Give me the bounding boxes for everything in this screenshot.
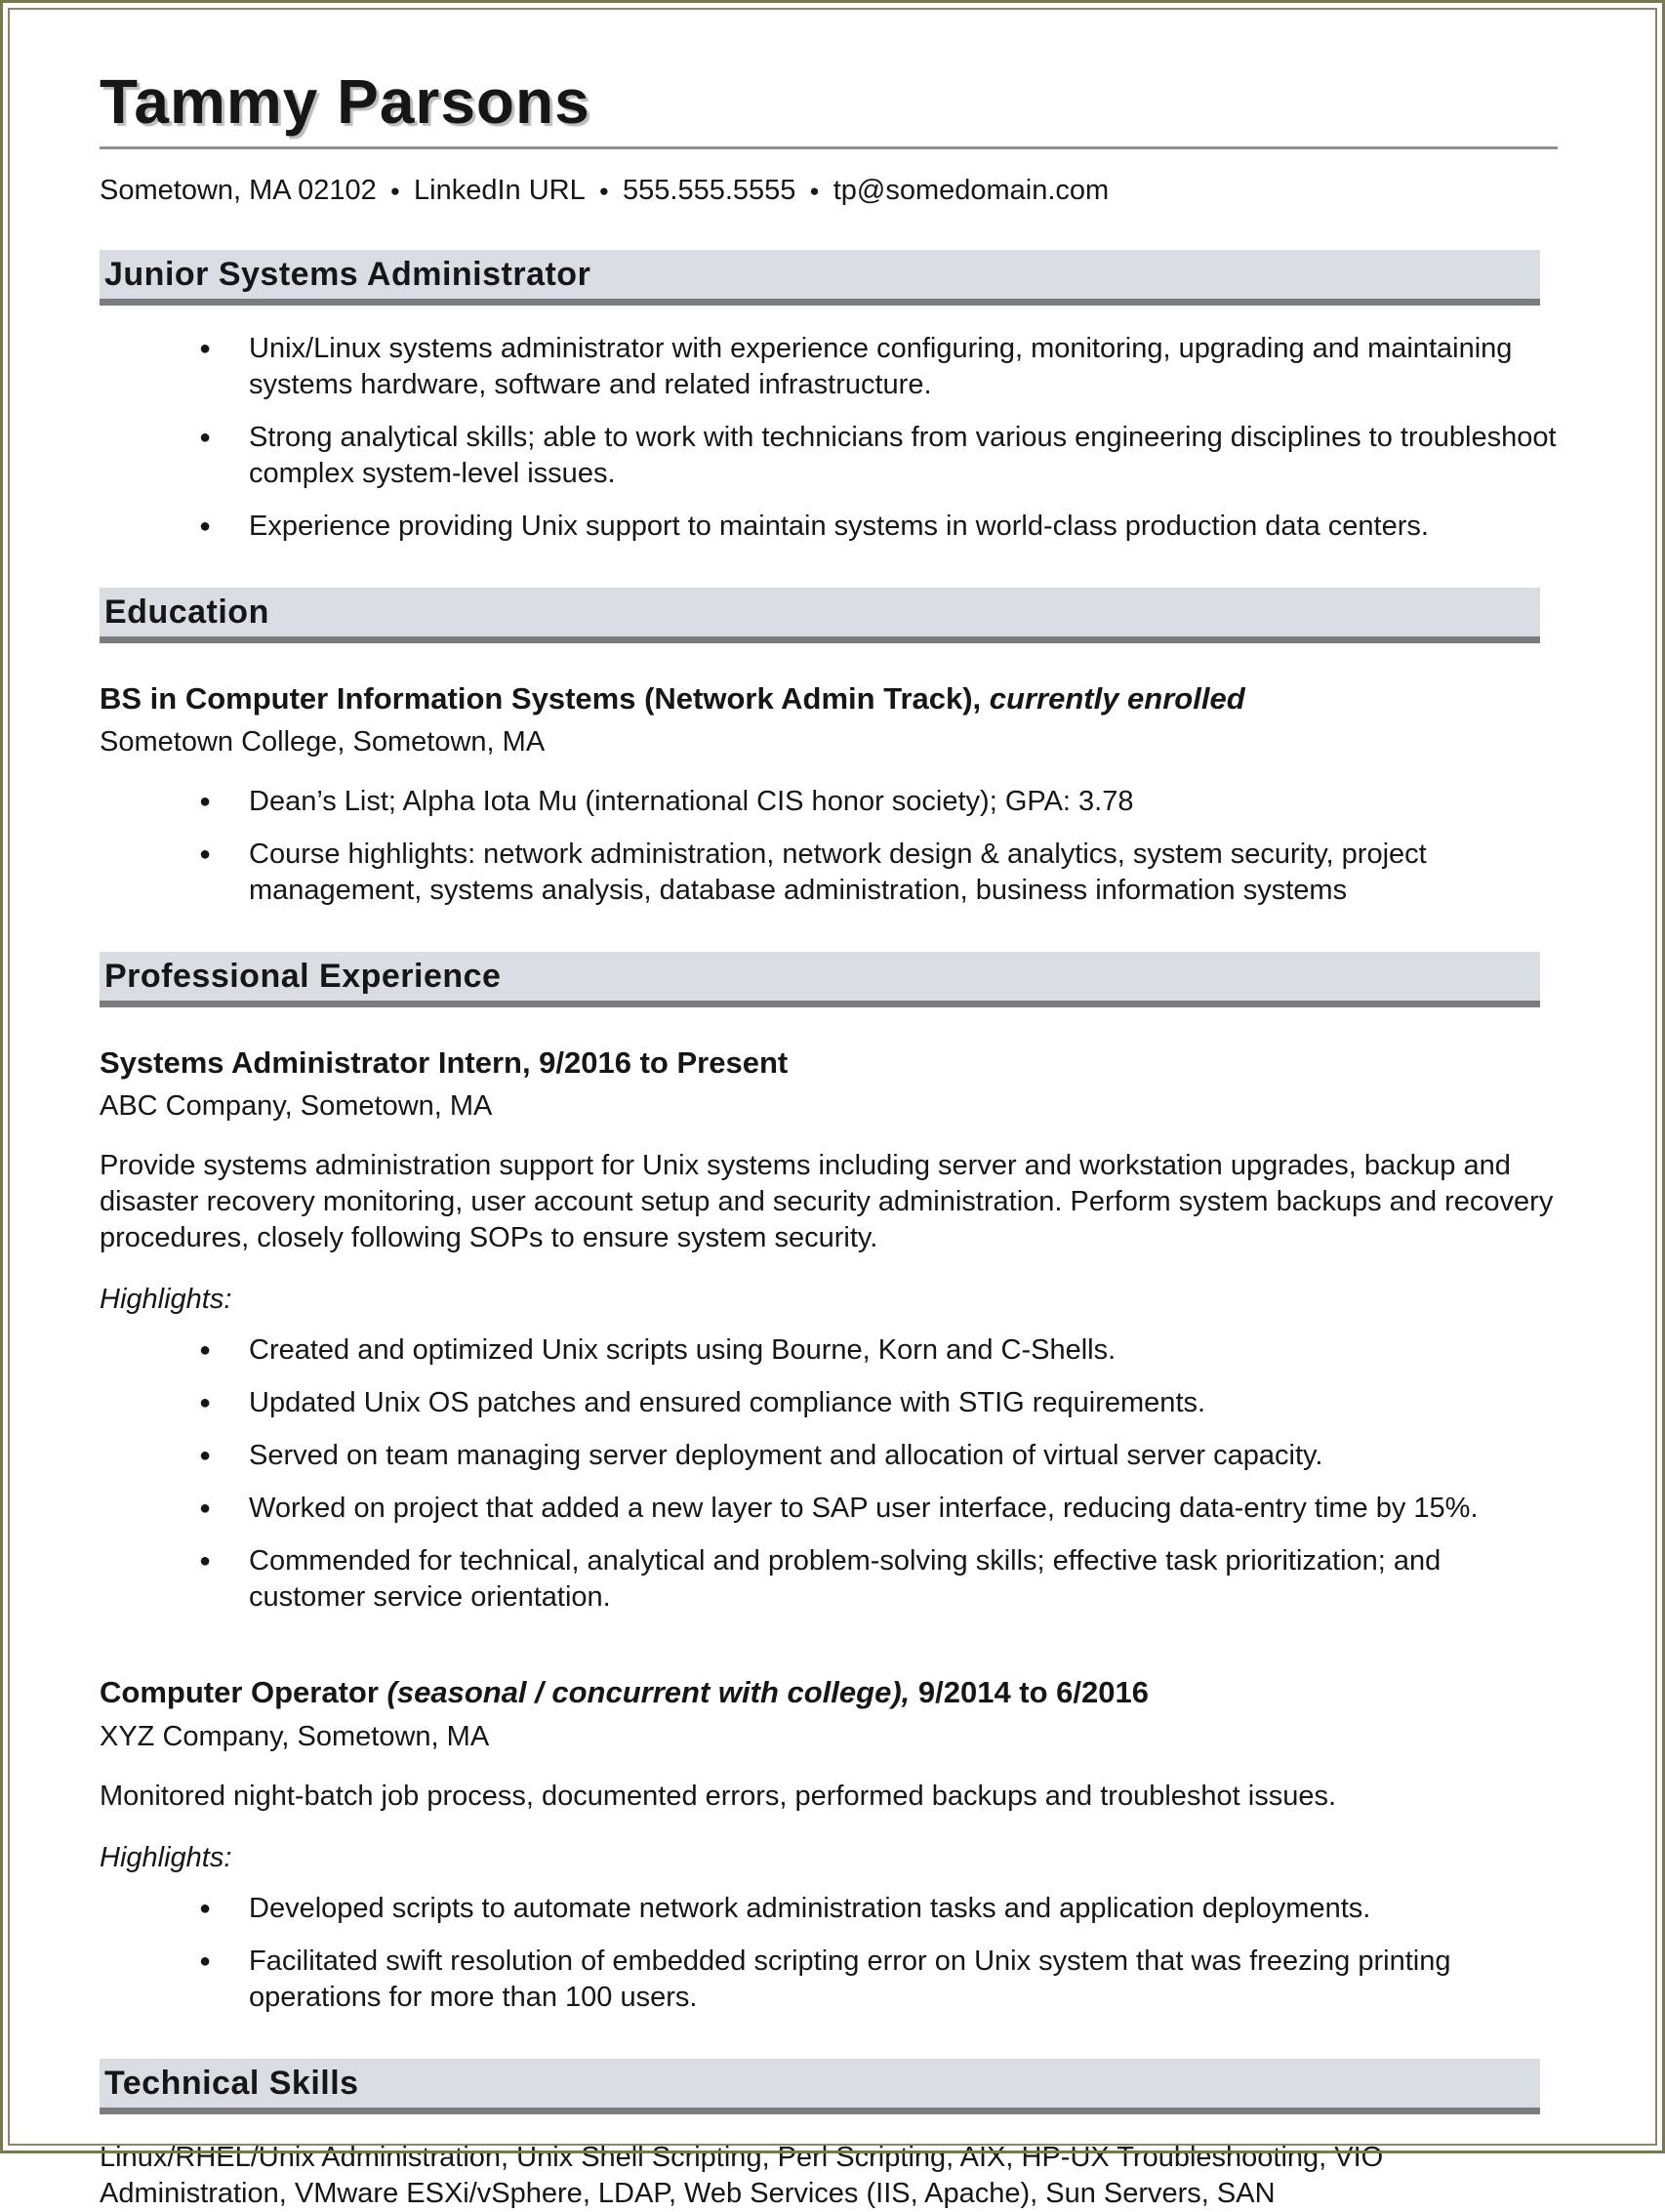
education-bullet [100, 837, 1558, 909]
job-bullet [100, 1944, 1558, 2016]
job-description: Provide systems administration support for Unix systems including server and workstation upgrades, backup and disaster recovery monitoring, user account setup and security administration. Perform system backups and recovery procedures, closely following SOPs to ensure system security. [100, 1150, 1554, 1254]
contact-line [100, 175, 1558, 207]
bullet-icon: ● [199, 427, 212, 448]
bullet-icon: ● [199, 1445, 212, 1467]
contact-location: Sometown, MA 02102 [100, 175, 377, 206]
job-bullet-text: Worked on project that added a new layer to SAP user interface, reducing data-entry time by 15%. [249, 1493, 1479, 1525]
job-title-dates: 9/2014 to 6/2016 [910, 1675, 1149, 1710]
education-degree [100, 680, 1558, 717]
bullet-separator-icon: ● [598, 182, 610, 200]
job-bullet-text: Served on team managing server deployment and allocation of virtual server capacity. [249, 1440, 1323, 1472]
degree-status: currently enrolled [989, 681, 1245, 716]
job-description: Monitored night-batch job process, documented errors, performed backups and troubleshot issues. [100, 1780, 1337, 1812]
job-bullet [100, 1543, 1558, 1616]
bullet-icon: ● [199, 1497, 212, 1520]
bullet-separator-icon: ● [809, 182, 820, 200]
job-title-note: (seasonal / concurrent with college), [386, 1675, 911, 1710]
job-entry [100, 1674, 1558, 2015]
bullet-icon: ● [199, 1897, 212, 1919]
skills-text: Linux/RHEL/Unix Administration, Unix Shell Scripting, Perl Scripting, AIX, HP-UX Troubleshooting, VIO Administration, VMware ESXi/vSphere, LDAP, Web Services (IIS, Apache), Sun Servers, SAN [100, 2141, 1384, 2209]
contact-phone: 555.555.5555 [623, 175, 796, 206]
section-header-experience: Professional Experience [100, 952, 1540, 1007]
job-bullet-text: Created and optimized Unix scripts using Bourne, Korn and C-Shells. [249, 1334, 1117, 1367]
education-school: Sometown College, Sometown, MA [100, 726, 546, 758]
section-header-skills: Technical Skills [100, 2059, 1540, 2114]
section-header-summary: Junior Systems Administrator [100, 250, 1540, 306]
education-bullet-text: Course highlights: network administration, network design & analytics, system security, project management, systems analysis, database administration, business information systems [249, 839, 1427, 907]
job-bullet-text: Facilitated swift resolution of embedded scripting error on Unix system that was freezing printing operations for more than 100 users. [249, 1945, 1451, 2013]
job-title [100, 1674, 1558, 1710]
summary-bullet [100, 331, 1558, 403]
name-divider [100, 146, 1558, 149]
job-bullet [100, 1385, 1558, 1421]
bullet-icon: ● [199, 1392, 212, 1414]
summary-bullet [100, 509, 1558, 545]
bullet-icon: ● [199, 338, 212, 359]
job-bullet-text: Commended for technical, analytical and problem-solving skills; effective task prioritization; and customer service orientation. [249, 1545, 1442, 1614]
highlights-label: Highlights: [100, 1284, 232, 1316]
contact-email: tp@somedomain.com [832, 175, 1110, 206]
bullet-separator-icon: ● [389, 182, 401, 200]
bullet-icon: ● [199, 843, 212, 866]
bullet-icon: ● [199, 1550, 212, 1573]
bullet-icon: ● [199, 791, 212, 813]
highlights-label: Highlights: [100, 1841, 232, 1873]
summary-bullet-text: Strong analytical skills; able to work with technicians from various engineering disciplines to troubleshoot complex system-level issues. [249, 422, 1557, 489]
job-company: XYZ Company, Sometown, MA [100, 1720, 490, 1752]
job-title-role: Computer Operator [100, 1675, 387, 1710]
candidate-name: Tammy Parsons [100, 66, 590, 137]
education-bullet [100, 784, 1558, 820]
bullet-icon: ● [199, 1339, 212, 1362]
summary-bullet-text: Experience providing Unix support to maintain systems in world-class production data centers. [249, 511, 1429, 542]
job-title: Systems Administrator Intern, 9/2016 to Present [100, 1045, 789, 1081]
job-bullet-text: Developed scripts to automate network administration tasks and application deployments. [249, 1892, 1371, 1924]
job-entry [100, 1045, 1558, 1616]
degree-title: BS in Computer Information Systems (Network Admin Track), [100, 681, 990, 716]
job-bullet [100, 1491, 1558, 1527]
job-bullet [100, 1332, 1558, 1369]
summary-bullet-text: Unix/Linux systems administrator with experience configuring, monitoring, upgrading and maintaining systems hardware, software and related infrastructure. [249, 333, 1513, 400]
job-bullet-text: Updated Unix OS patches and ensured compliance with STIG requirements. [249, 1387, 1206, 1419]
section-header-education: Education [100, 588, 1540, 643]
job-company: ABC Company, Sometown, MA [100, 1090, 493, 1123]
job-bullet [100, 1438, 1558, 1474]
bullet-icon: ● [199, 515, 212, 537]
contact-linkedin: LinkedIn URL [414, 175, 586, 206]
job-bullet [100, 1891, 1558, 1927]
education-bullet-text: Dean’s List; Alpha Iota Mu (international CIS honor society); GPA: 3.78 [249, 786, 1134, 818]
summary-bullet [100, 420, 1558, 492]
bullet-icon: ● [199, 1949, 212, 1972]
